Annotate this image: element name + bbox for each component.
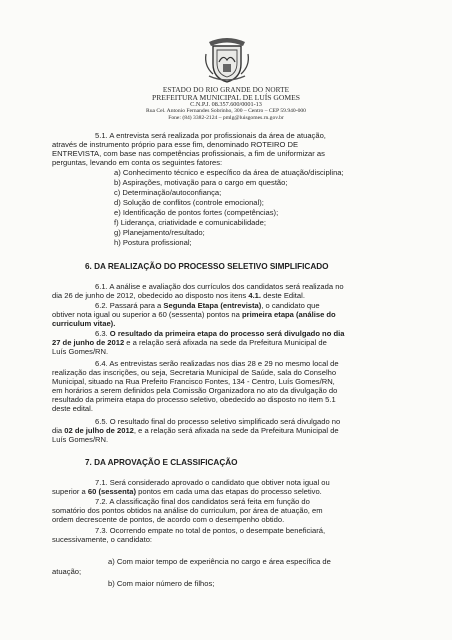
section-heading: 7. DA APROVAÇÃO E CLASSIFICAÇÃO: [85, 458, 238, 467]
paragraph-line: 27 de junho de 2012 e a relação será afixada na sede da Prefeitura Municipal de: [52, 338, 327, 347]
list-item: atuação;: [52, 567, 82, 576]
list-item: c) Determinação/autoconfiança;: [114, 188, 222, 197]
list-item: g) Planejamento/resultado;: [114, 228, 205, 237]
paragraph-line: 7.1. Será considerado aprovado o candidato que obtiver nota igual ou: [95, 478, 330, 487]
list-item: b) Aspirações, motivação para o cargo em questão;: [114, 178, 288, 187]
paragraph-line: em horários a serem definidos pela Comissão Organizadora no ato da divulgação do: [52, 386, 338, 395]
paragraph-line: através de instrumento próprio para esse fim, denominado ROTEIRO DE: [52, 140, 299, 149]
municipal-crest-icon: [203, 34, 251, 84]
letterhead-state: ESTADO DO RIO GRANDE DO NORTE: [162, 86, 290, 94]
paragraph-line: perguntas, levando em conta os seguintes fatores:: [52, 158, 223, 167]
paragraph-line: Municipal, situado na Rua Prefeito Francisco Fontes, 134 - Centro, Luís Gomes/RN,: [52, 377, 335, 386]
letterhead-cnpj: C.N.P.J. 08.357.600/0001-13: [190, 101, 262, 108]
paragraph-line: deste edital.: [52, 404, 93, 413]
paragraph-line: resultado da primeira etapa do processo seletivo, obedecido ao disposto no item 5.1: [52, 395, 336, 404]
paragraph-line: Luís Gomes/RN.: [52, 435, 109, 444]
list-item: d) Solução de conflitos (controle emocional);: [114, 198, 264, 207]
paragraph-line: realização das inscrições, ou seja, Secretaria Municipal de Saúde, sala do Conselho: [52, 368, 337, 377]
paragraph-line: obtiver nota igual ou superior a 60 (sessenta) pontos na primeira etapa (análise do: [52, 310, 336, 319]
section-heading: 6. DA REALIZAÇÃO DO PROCESSO SELETIVO SIMPLIFICADO: [85, 262, 329, 271]
list-item: h) Postura profissional;: [114, 238, 192, 247]
paragraph-line: 6.1. A análise e avaliação dos currículos dos candidatos será realizada no: [95, 282, 344, 291]
paragraph-line: curriculum vitae).: [52, 319, 116, 328]
paragraph-line: 7.3. Ocorrendo empate no total de pontos, o desempate beneficiará,: [95, 526, 326, 535]
paragraph-line: 6.3. O resultado da primeira etapa do processo será divulgado no dia: [95, 329, 345, 338]
letterhead-municipality: PREFEITURA MUNICIPAL DE LUÍS GOMES: [152, 93, 300, 102]
paragraph-line: dia 26 de junho de 2012, obedecido ao disposto nos itens 4.1. deste Edital.: [52, 291, 305, 300]
paragraph-line: superior a 60 (sessenta) pontos em cada uma das etapas do processo seletivo.: [52, 487, 322, 496]
paragraph-line: 6.4. As entrevistas serão realizadas nos dias 28 e 29 no mesmo local de: [95, 359, 339, 368]
paragraph-line: 5.1. A entrevista será realizada por profissionais da área de atuação,: [95, 131, 326, 140]
paragraph-line: sucessivamente, o candidato:: [52, 535, 153, 544]
paragraph-line: 6.2. Passará para a Segunda Etapa (entrevista), o candidato que: [95, 301, 320, 310]
paragraph-line: ordem decrescente de pontos, de acordo com o desempenho obtido.: [52, 515, 285, 524]
paragraph-line: dia 02 de julho de 2012, e a relação será afixada na sede da Prefeitura Municipal de: [52, 426, 339, 435]
letterhead-contact: Fone: (84) 3382-2124 – pmlg@luisgomes.rn.gov.br: [168, 115, 284, 121]
paragraph-line: ENTREVISTA, com base nas competências profissionais, a fim de uniformizar as: [52, 149, 325, 158]
paragraph-line: somatório dos pontos obtidos na análise do curriculum, por área de atuação, em: [52, 506, 323, 515]
list-item: e) Identificação de pontos fortes (competências);: [114, 208, 279, 217]
letterhead-address: Rua Cel. Antonio Fernandes Sobrinho, 300 – Centro – CEP 59.940-000: [146, 108, 306, 114]
list-item: a) Com maior tempo de experiência no cargo e área específica de: [108, 557, 331, 566]
list-item: a) Conhecimento técnico e específico da área de atuação/disciplina;: [114, 168, 344, 177]
list-item: b) Com maior número de filhos;: [108, 579, 215, 588]
list-item: f) Liderança, criatividade e comunicabilidade;: [114, 218, 266, 227]
paragraph-line: 6.5. O resultado final do processo seletivo simplificado será divulgado no: [95, 417, 341, 426]
paragraph-line: Luís Gomes/RN.: [52, 347, 109, 356]
paragraph-line: 7.2. A classificação final dos candidatos será feita em função do: [95, 497, 310, 506]
